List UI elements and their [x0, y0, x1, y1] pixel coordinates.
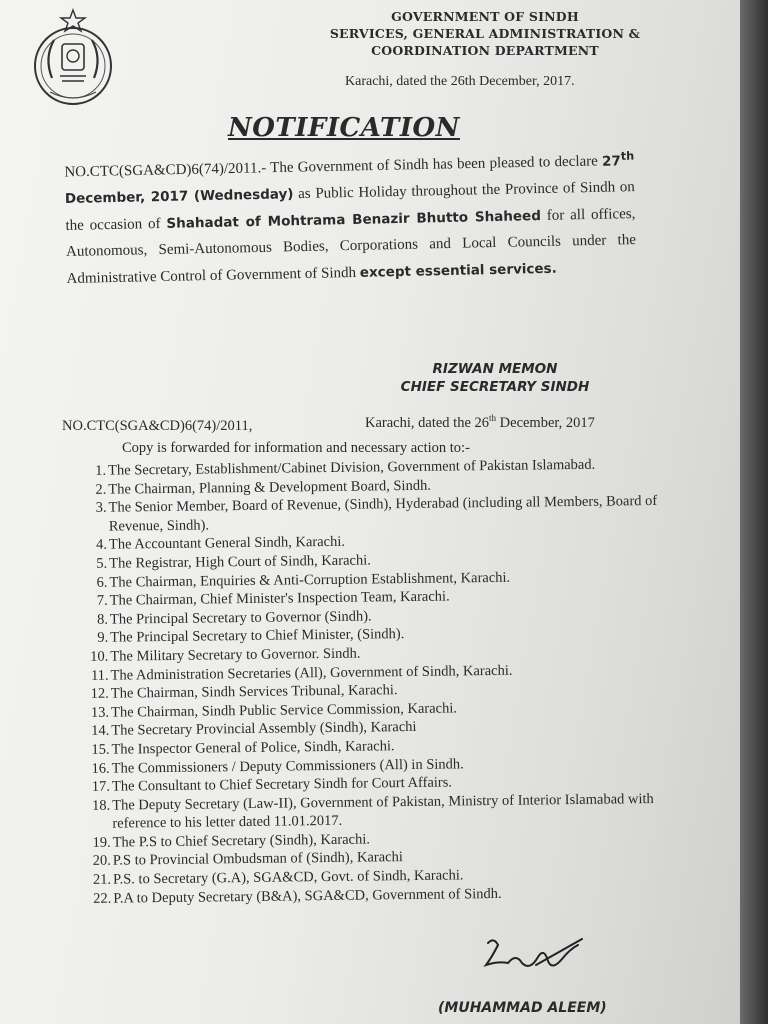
signatory-1-name: RIZWAN MEMON	[432, 361, 558, 377]
header-line-1: GOVERNMENT OF SINDH	[391, 9, 579, 24]
signatory-1-title: CHIEF SECRETARY SINDH	[400, 379, 590, 395]
distribution-item-text: The Chairman, Sindh Services Tribunal, Karachi.	[110, 682, 398, 702]
signatory-block-1	[380, 360, 610, 396]
distribution-item-number: 17.	[91, 778, 111, 795]
notification-ref: NO.CTC(SGA&CD)6(74)/2011.-	[64, 160, 267, 181]
distribution-item-number: 3.	[95, 499, 107, 516]
notification-title: NOTIFICATION	[228, 113, 460, 143]
exception-clause: except essential services.	[359, 260, 557, 281]
distribution-item-text: The Secretary Provincial Assembly (Sindh), Karachi	[111, 719, 417, 739]
endorsement-date	[365, 413, 595, 432]
distribution-item-number: 6.	[96, 574, 108, 591]
body-text-1: The Government of Sindh has been pleased to declare	[266, 153, 603, 177]
distribution-item-number: 10.	[90, 648, 109, 665]
distribution-item-text: The Administration Secretaries (All), Government of Sindh, Karachi.	[110, 662, 513, 684]
holiday-date-rest: December, 2017 (Wednesday)	[64, 186, 294, 207]
distribution-item-text: The Secretary, Establishment/Cabinet Division, Government of Pakistan Islamabad.	[108, 456, 596, 479]
distribution-item-number: 21.	[92, 871, 112, 888]
distribution-item-text: The Military Secretary to Governor. Sindh.	[110, 645, 361, 665]
distribution-item-text: P.S. to Secretary (G.A), SGA&CD, Govt. of Sindh, Karachi.	[113, 867, 464, 888]
background-edge	[740, 0, 768, 1024]
distribution-item-number: 13.	[90, 704, 110, 721]
distribution-item-number: 2.	[95, 481, 107, 498]
distribution-list	[80, 455, 670, 908]
distribution-item-text: The Principal Secretary to Chief Minister, (Sindh).	[110, 626, 405, 646]
distribution-item-number: 20.	[92, 853, 111, 870]
distribution-item-number: 19.	[92, 834, 111, 851]
distribution-item-number: 14.	[91, 722, 110, 740]
government-of-sindh-emblem	[30, 8, 116, 108]
header-date: Karachi, dated the 26th December, 2017.	[345, 74, 575, 89]
endorsement-date-post: December, 2017	[496, 414, 595, 431]
distribution-item-number: 9.	[97, 630, 109, 647]
distribution-item-text: The P.S to Chief Secretary (Sindh), Karachi.	[112, 831, 371, 851]
distribution-item-text: The Principal Secretary to Governor (Sindh).	[109, 608, 372, 628]
department-header	[320, 8, 650, 59]
distribution-item-number: 18.	[91, 797, 111, 814]
distribution-item-number: 16.	[91, 760, 110, 777]
header-line-3: COORDINATION DEPARTMENT	[371, 43, 599, 58]
endorsement-date-pre: Karachi, dated the 26	[365, 414, 490, 431]
distribution-item-number: 22.	[93, 890, 112, 907]
body-text-2: as Public Holiday throughout the Province of Sindh on the occasion of	[65, 179, 635, 234]
signatory-2-name: (MUHAMMAD ALEEM)	[438, 1000, 607, 1016]
distribution-item-text: The Inspector General of Police, Sindh, Karachi.	[111, 738, 395, 758]
notification-body	[64, 143, 637, 292]
distribution-item-number: 1.	[95, 462, 107, 479]
copy-forwarded-line: Copy is forwarded for information and necessary action to:-	[122, 440, 470, 456]
header-line-2: SERVICES, GENERAL ADMINISTRATION &	[329, 26, 641, 41]
distribution-item-text: The Chairman, Chief Minister's Inspection Team, Karachi.	[109, 588, 450, 609]
distribution-item-text: The Chairman, Enquiries & Anti-Corruption Establishment, Karachi.	[109, 569, 511, 591]
endorsement-date-suffix: th	[489, 413, 497, 423]
distribution-item-number: 7.	[96, 592, 108, 609]
distribution-item-number: 15.	[91, 741, 110, 758]
distribution-item-number: 12.	[90, 685, 109, 703]
holiday-day-suffix: th	[620, 149, 635, 163]
distribution-item-text: P.A to Deputy Secretary (B&A), SGA&CD, Government of Sindh.	[113, 885, 502, 907]
distribution-item-text: The Chairman, Sindh Public Service Commission, Karachi.	[110, 700, 458, 721]
distribution-item-text: The Consultant to Chief Secretary Sindh for Court Affairs.	[111, 774, 453, 795]
distribution-item-number: 4.	[96, 537, 108, 554]
distribution-item-text: The Accountant General Sindh, Karachi.	[108, 534, 346, 554]
distribution-item-text: The Deputy Secretary (Law-II), Government of Pakistan, Ministry of Interior Islamabad with reference to his letter dated 11.01.2017.	[112, 790, 654, 832]
distribution-item-number: 5.	[96, 555, 108, 572]
distribution-item-text: The Chairman, Planning & Development Board, Sindh.	[108, 477, 431, 498]
holiday-day: 27	[601, 152, 622, 170]
distribution-item-text: The Commissioners / Deputy Commissioners (All) in Sindh.	[111, 755, 464, 777]
distribution-item-text: P.S to Provincial Ombudsman of (Sindh), Karachi	[112, 849, 403, 870]
distribution-item-text: The Registrar, High Court of Sindh, Karachi.	[109, 552, 371, 572]
distribution-item-number: 8.	[96, 611, 109, 628]
holiday-occasion: Shahadat of Mohtrama Benazir Bhutto Shaheed	[166, 207, 542, 232]
endorsement-ref: NO.CTC(SGA&CD)6(74)/2011,	[62, 418, 253, 434]
distribution-item-text: The Senior Member, Board of Revenue, (Sindh), Hyderabad (including all Members, Board of Revenue, Sindh).	[108, 493, 658, 535]
distribution-item-number: 11.	[90, 667, 109, 684]
body-text-3: for all offices, Autonomous, Semi-Autonomous Bodies, Corporations and Local Councils under the Administrative Control of Government of Sindh	[65, 205, 637, 287]
handwritten-signature	[478, 935, 588, 985]
